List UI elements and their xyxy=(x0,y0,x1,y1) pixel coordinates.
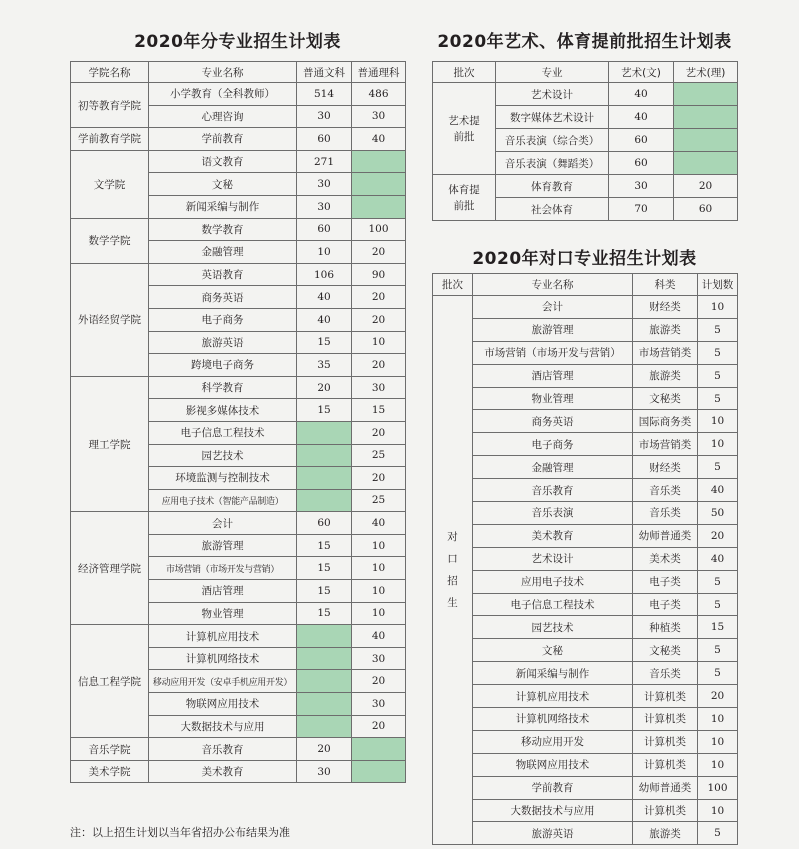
major-name: 体育教育 xyxy=(496,175,609,198)
major-name: 物联网应用技术 xyxy=(473,753,633,776)
art-liberal-count: 70 xyxy=(609,198,674,221)
liberal-arts-count: 40 xyxy=(297,286,352,309)
vocational-table-title: 2020年对口专业招生计划表 xyxy=(472,249,697,269)
table-row xyxy=(433,662,738,685)
category: 财经类 xyxy=(633,456,698,479)
college-name: 音乐学院 xyxy=(71,738,149,761)
science-count xyxy=(352,760,406,783)
category: 旅游类 xyxy=(633,318,698,341)
science-count: 40 xyxy=(352,512,406,535)
plan-count: 5 xyxy=(698,456,738,479)
liberal-arts-count: 60 xyxy=(297,128,352,151)
major-name: 数字媒体艺术设计 xyxy=(496,106,609,129)
plan-count: 50 xyxy=(698,502,738,525)
major-name: 物联网应用技术 xyxy=(149,693,297,716)
category: 市场营销类 xyxy=(633,341,698,364)
table-row xyxy=(433,570,738,593)
category: 计算机类 xyxy=(633,799,698,822)
table-row xyxy=(433,616,738,639)
table-row xyxy=(433,685,738,708)
plan-count: 5 xyxy=(698,387,738,410)
science-count: 25 xyxy=(352,489,406,512)
table-row xyxy=(433,753,738,776)
category: 计算机类 xyxy=(633,685,698,708)
major-name: 商务英语 xyxy=(149,286,297,309)
header-plan-count: 计划数 xyxy=(698,274,738,296)
table-row xyxy=(433,639,738,662)
table-row xyxy=(71,263,406,286)
art-liberal-count: 60 xyxy=(609,129,674,152)
category: 电子类 xyxy=(633,570,698,593)
table-row xyxy=(433,547,738,570)
art-science-count xyxy=(674,129,738,152)
art-science-count: 60 xyxy=(674,198,738,221)
category: 旅游类 xyxy=(633,822,698,845)
college-name: 美术学院 xyxy=(71,760,149,783)
college-name: 外语经贸学院 xyxy=(71,263,149,376)
plan-count: 40 xyxy=(698,547,738,570)
major-name: 金融管理 xyxy=(149,241,297,264)
plan-count: 5 xyxy=(698,662,738,685)
batch-name: 艺术提前批 xyxy=(433,83,496,175)
table-row xyxy=(433,364,738,387)
plan-count: 10 xyxy=(698,433,738,456)
major-name: 市场营销（市场开发与营销） xyxy=(149,557,297,580)
art-table-title: 2020年艺术、体育提前批招生计划表 xyxy=(437,32,732,52)
science-count xyxy=(352,738,406,761)
major-name: 物业管理 xyxy=(149,602,297,625)
footnote: 注：以上招生计划以当年省招办公布结果为准 xyxy=(70,826,290,839)
major-name: 数学教育 xyxy=(149,218,297,241)
table-row xyxy=(71,760,406,783)
liberal-arts-count xyxy=(297,693,352,716)
table-row xyxy=(71,150,406,173)
science-count: 40 xyxy=(352,625,406,648)
science-count: 20 xyxy=(352,354,406,377)
liberal-arts-count: 60 xyxy=(297,512,352,535)
plan-count: 5 xyxy=(698,639,738,662)
major-name: 旅游英语 xyxy=(473,822,633,845)
table-row xyxy=(433,410,738,433)
college-name: 经济管理学院 xyxy=(71,512,149,625)
liberal-arts-count: 30 xyxy=(297,173,352,196)
major-name: 语文教育 xyxy=(149,150,297,173)
header-batch: 批次 xyxy=(433,274,473,296)
liberal-arts-count: 30 xyxy=(297,105,352,128)
batch-name: 对口招生 xyxy=(433,296,473,845)
major-name: 计算机网络技术 xyxy=(473,708,633,731)
science-count: 25 xyxy=(352,444,406,467)
science-count: 20 xyxy=(352,241,406,264)
table-row xyxy=(433,175,738,198)
table-row xyxy=(433,387,738,410)
major-name: 电子信息工程技术 xyxy=(149,421,297,444)
major-name: 移动应用开发 xyxy=(473,730,633,753)
header-major: 专业名称 xyxy=(473,274,633,296)
major-name: 大数据技术与应用 xyxy=(149,715,297,738)
major-name: 音乐表演（舞蹈类） xyxy=(496,152,609,175)
table-row xyxy=(433,776,738,799)
science-count: 10 xyxy=(352,602,406,625)
science-count: 30 xyxy=(352,647,406,670)
table-row xyxy=(433,456,738,479)
plan-count: 10 xyxy=(698,753,738,776)
major-name: 心理咨询 xyxy=(149,105,297,128)
category: 音乐类 xyxy=(633,479,698,502)
major-name: 新闻采编与制作 xyxy=(149,195,297,218)
science-count: 30 xyxy=(352,105,406,128)
plan-count: 5 xyxy=(698,822,738,845)
table-row xyxy=(71,128,406,151)
table-row xyxy=(71,738,406,761)
category: 计算机类 xyxy=(633,708,698,731)
plan-count: 100 xyxy=(698,776,738,799)
major-name: 商务英语 xyxy=(473,410,633,433)
art-sports-table xyxy=(432,61,738,221)
science-count: 20 xyxy=(352,308,406,331)
category: 计算机类 xyxy=(633,753,698,776)
header-science: 普通理科 xyxy=(352,62,406,83)
major-name: 环境监测与控制技术 xyxy=(149,467,297,490)
college-name: 理工学院 xyxy=(71,376,149,512)
table-row xyxy=(433,593,738,616)
liberal-arts-count xyxy=(297,647,352,670)
major-name: 酒店管理 xyxy=(149,580,297,603)
header-category: 科类 xyxy=(633,274,698,296)
science-count: 30 xyxy=(352,376,406,399)
science-count xyxy=(352,195,406,218)
college-name: 信息工程学院 xyxy=(71,625,149,738)
major-name: 市场营销（市场开发与营销） xyxy=(473,341,633,364)
art-liberal-count: 60 xyxy=(609,152,674,175)
header-major: 专业 xyxy=(496,62,609,83)
major-name: 学前教育 xyxy=(149,128,297,151)
liberal-arts-count: 35 xyxy=(297,354,352,377)
college-name: 数学学院 xyxy=(71,218,149,263)
science-count: 486 xyxy=(352,83,406,106)
major-name: 电子信息工程技术 xyxy=(473,593,633,616)
major-name: 电子商务 xyxy=(149,308,297,331)
major-enrollment-table xyxy=(70,61,406,783)
liberal-arts-count: 15 xyxy=(297,331,352,354)
major-name: 音乐表演 xyxy=(473,502,633,525)
plan-count: 10 xyxy=(698,730,738,753)
table-row xyxy=(433,479,738,502)
category: 计算机类 xyxy=(633,730,698,753)
plan-count: 10 xyxy=(698,410,738,433)
header-liberal-arts: 普通文科 xyxy=(297,62,352,83)
major-name: 应用电子技术（智能产品制造） xyxy=(149,489,297,512)
batch-name: 体育提前批 xyxy=(433,175,496,221)
table-row xyxy=(433,341,738,364)
major-name: 影视多媒体技术 xyxy=(149,399,297,422)
table-row xyxy=(433,296,738,319)
table-row xyxy=(433,502,738,525)
header-art-science: 艺术(理) xyxy=(674,62,738,83)
liberal-arts-count xyxy=(297,444,352,467)
science-count: 30 xyxy=(352,693,406,716)
table-row xyxy=(433,730,738,753)
liberal-arts-count: 40 xyxy=(297,308,352,331)
table-row xyxy=(433,799,738,822)
science-count xyxy=(352,150,406,173)
liberal-arts-count: 15 xyxy=(297,580,352,603)
plan-count: 5 xyxy=(698,570,738,593)
major-name: 旅游管理 xyxy=(473,318,633,341)
left-table-title: 2020年分专业招生计划表 xyxy=(134,32,341,52)
liberal-arts-count: 271 xyxy=(297,150,352,173)
category: 财经类 xyxy=(633,296,698,319)
major-name: 科学教育 xyxy=(149,376,297,399)
major-name: 艺术设计 xyxy=(473,547,633,570)
category: 音乐类 xyxy=(633,662,698,685)
liberal-arts-count: 15 xyxy=(297,557,352,580)
category: 文秘类 xyxy=(633,639,698,662)
category: 美术类 xyxy=(633,547,698,570)
liberal-arts-count xyxy=(297,489,352,512)
major-name: 旅游管理 xyxy=(149,534,297,557)
art-science-count: 20 xyxy=(674,175,738,198)
science-count: 20 xyxy=(352,421,406,444)
major-name: 园艺技术 xyxy=(473,616,633,639)
major-name: 音乐教育 xyxy=(473,479,633,502)
header-batch: 批次 xyxy=(433,62,496,83)
header-major: 专业名称 xyxy=(149,62,297,83)
liberal-arts-count xyxy=(297,670,352,693)
science-count: 20 xyxy=(352,670,406,693)
table-row xyxy=(71,83,406,106)
liberal-arts-count xyxy=(297,625,352,648)
plan-count: 5 xyxy=(698,318,738,341)
major-name: 会计 xyxy=(149,512,297,535)
major-name: 社会体育 xyxy=(496,198,609,221)
major-name: 物业管理 xyxy=(473,387,633,410)
science-count: 40 xyxy=(352,128,406,151)
major-name: 新闻采编与制作 xyxy=(473,662,633,685)
science-count: 100 xyxy=(352,218,406,241)
category: 种植类 xyxy=(633,616,698,639)
college-name: 初等教育学院 xyxy=(71,83,149,128)
table-row xyxy=(433,433,738,456)
liberal-arts-count xyxy=(297,715,352,738)
plan-count: 40 xyxy=(698,479,738,502)
table-row xyxy=(433,524,738,547)
table-row xyxy=(433,708,738,731)
major-name: 美术教育 xyxy=(473,524,633,547)
vocational-enrollment-table xyxy=(432,273,738,845)
art-liberal-count: 40 xyxy=(609,106,674,129)
major-name: 英语教育 xyxy=(149,263,297,286)
plan-count: 10 xyxy=(698,296,738,319)
science-count: 20 xyxy=(352,467,406,490)
plan-count: 5 xyxy=(698,364,738,387)
table-row xyxy=(71,218,406,241)
science-count: 20 xyxy=(352,286,406,309)
category: 旅游类 xyxy=(633,364,698,387)
art-science-count xyxy=(674,83,738,106)
table-row xyxy=(433,83,738,106)
major-name: 音乐表演（综合类） xyxy=(496,129,609,152)
liberal-arts-count xyxy=(297,421,352,444)
liberal-arts-count: 15 xyxy=(297,602,352,625)
category: 市场营销类 xyxy=(633,433,698,456)
header-college: 学院名称 xyxy=(71,62,149,83)
table-row xyxy=(71,625,406,648)
major-name: 文秘 xyxy=(149,173,297,196)
liberal-arts-count: 30 xyxy=(297,195,352,218)
liberal-arts-count: 10 xyxy=(297,241,352,264)
major-name: 计算机应用技术 xyxy=(149,625,297,648)
category: 幼师普通类 xyxy=(633,776,698,799)
major-name: 酒店管理 xyxy=(473,364,633,387)
major-name: 旅游英语 xyxy=(149,331,297,354)
liberal-arts-count: 514 xyxy=(297,83,352,106)
major-name: 应用电子技术 xyxy=(473,570,633,593)
major-name: 美术教育 xyxy=(149,760,297,783)
science-count: 10 xyxy=(352,534,406,557)
science-count: 90 xyxy=(352,263,406,286)
science-count: 10 xyxy=(352,331,406,354)
category: 幼师普通类 xyxy=(633,524,698,547)
major-name: 会计 xyxy=(473,296,633,319)
liberal-arts-count: 20 xyxy=(297,376,352,399)
major-name: 音乐教育 xyxy=(149,738,297,761)
art-liberal-count: 40 xyxy=(609,83,674,106)
science-count: 10 xyxy=(352,580,406,603)
table-row xyxy=(433,318,738,341)
art-science-count xyxy=(674,106,738,129)
college-name: 学前教育学院 xyxy=(71,128,149,151)
major-name: 跨境电子商务 xyxy=(149,354,297,377)
plan-count: 5 xyxy=(698,593,738,616)
plan-count: 20 xyxy=(698,685,738,708)
major-name: 艺术设计 xyxy=(496,83,609,106)
art-liberal-count: 30 xyxy=(609,175,674,198)
liberal-arts-count: 15 xyxy=(297,534,352,557)
category: 文秘类 xyxy=(633,387,698,410)
liberal-arts-count: 60 xyxy=(297,218,352,241)
college-name: 文学院 xyxy=(71,150,149,218)
major-name: 园艺技术 xyxy=(149,444,297,467)
science-count xyxy=(352,173,406,196)
plan-count: 10 xyxy=(698,799,738,822)
liberal-arts-count: 20 xyxy=(297,738,352,761)
major-name: 电子商务 xyxy=(473,433,633,456)
major-name: 计算机网络技术 xyxy=(149,647,297,670)
table-row xyxy=(71,376,406,399)
art-science-count xyxy=(674,152,738,175)
major-name: 移动应用开发（安卓手机应用开发） xyxy=(149,670,297,693)
science-count: 10 xyxy=(352,557,406,580)
category: 国际商务类 xyxy=(633,410,698,433)
major-name: 金融管理 xyxy=(473,456,633,479)
major-name: 文秘 xyxy=(473,639,633,662)
liberal-arts-count: 106 xyxy=(297,263,352,286)
major-name: 大数据技术与应用 xyxy=(473,799,633,822)
category: 电子类 xyxy=(633,593,698,616)
plan-count: 10 xyxy=(698,708,738,731)
science-count: 20 xyxy=(352,715,406,738)
plan-count: 15 xyxy=(698,616,738,639)
liberal-arts-count: 15 xyxy=(297,399,352,422)
table-row xyxy=(71,512,406,535)
major-name: 计算机应用技术 xyxy=(473,685,633,708)
category: 音乐类 xyxy=(633,502,698,525)
liberal-arts-count xyxy=(297,467,352,490)
liberal-arts-count: 30 xyxy=(297,760,352,783)
major-name: 学前教育 xyxy=(473,776,633,799)
plan-count: 5 xyxy=(698,341,738,364)
science-count: 15 xyxy=(352,399,406,422)
table-row xyxy=(433,822,738,845)
plan-count: 20 xyxy=(698,524,738,547)
header-art-liberal: 艺术(文) xyxy=(609,62,674,83)
major-name: 小学教育（全科教师） xyxy=(149,83,297,106)
